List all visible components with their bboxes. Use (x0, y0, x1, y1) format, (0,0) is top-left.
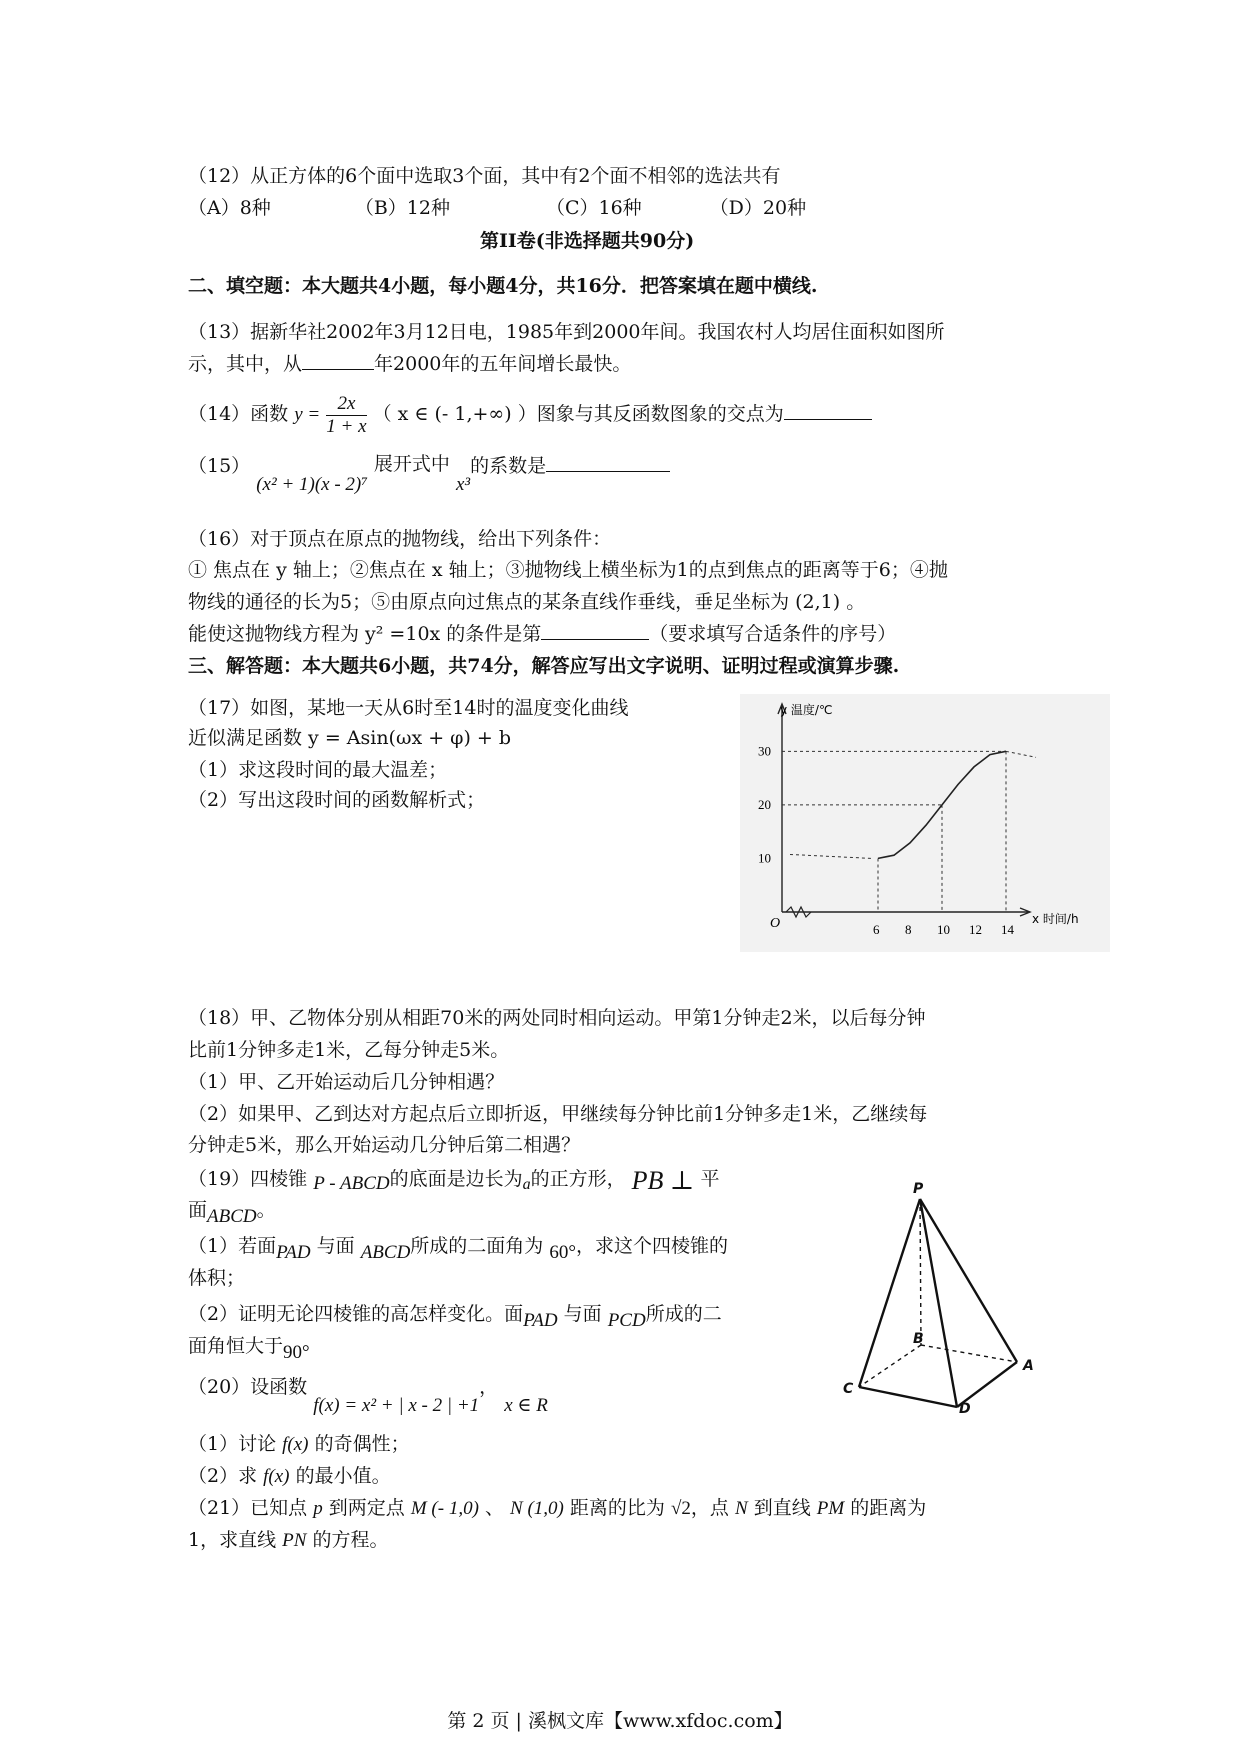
q15-line: （15） (x² + 1)(x - 2)⁷ 展开式中 x³的系数是 (188, 452, 670, 481)
q12-option-c: （C）16种 (545, 197, 642, 219)
edge-bc (859, 1345, 921, 1387)
y-tick-label-30: 30 (758, 743, 771, 759)
q16-answer-blank[interactable] (541, 621, 649, 640)
q19-sub1: （1）若面PAD 与面 ABCD所成的二面角为 60°，求这个四棱锥的 (188, 1235, 728, 1263)
x-tick-label-14: 14 (1001, 922, 1014, 937)
q19-sub1-cont: 体积； (188, 1267, 246, 1289)
q12-stem: （12）从正方体的6个面中选取3个面，其中有2个面不相邻的选法共有 (188, 165, 781, 187)
q20-sub2: （2）求 f(x) 的最小值。 (188, 1465, 391, 1487)
section-solve-heading: 三、解答题：本大题共6小题，共74分，解答应写出文字说明、证明过程或演算步骤. (188, 655, 900, 677)
q17-sub1: （1）求这段时间的最大温差； (188, 759, 448, 781)
q19-sub2: （2）证明无论四棱锥的高怎样变化。面PAD 与面 PCD所成的二 (188, 1303, 722, 1331)
chart-y-axis-label: y 温度/℃ (780, 703, 833, 717)
vertex-d: D (959, 1401, 971, 1415)
q21-line2: 1，求直线 PN 的方程。 (188, 1529, 389, 1551)
q19-line2: 面ABCD。 (188, 1199, 276, 1227)
q14-fraction: $\frac{2x}{1 + x}$ (326, 392, 367, 437)
q13-line1: （13）据新华社2002年3月12日电，1985年到2000年间。我国农村人均居住面积如图所 (188, 321, 945, 343)
q13-line2: 示，其中，从 年2000年的五年间增长最快。 (188, 353, 632, 375)
q19-sub2-cont: 面角恒大于90° (188, 1335, 310, 1363)
q18-sub2a: （2）如果甲、乙到达对方起点后立即折返，甲继续每分钟比前1分钟多走1米，乙继续每 (188, 1103, 928, 1125)
q13-answer-blank[interactable] (302, 351, 374, 370)
q14-line: （14）函数 y = $\frac{2x}{1 + x}$ （ x ∈ (- 1,+∞) ）图象与其反函数图象的交点为 (188, 386, 872, 443)
temperature-chart (740, 694, 1110, 952)
vertex-c: C (843, 1381, 854, 1397)
q17-line1: （17）如图，某地一天从6时至14时的温度变化曲线 (188, 697, 629, 719)
x-tick-label-8: 8 (905, 922, 912, 937)
vertex-a: A (1023, 1358, 1034, 1374)
y-tick-label-10: 10 (758, 850, 771, 866)
q17-sub2: （2）写出这段时间的函数解析式； (188, 789, 486, 811)
q12-option-d: （D）20种 (709, 197, 807, 219)
chart-x-axis-label: x 时间/h (1032, 912, 1079, 926)
q20-line: （20）设函数 f(x) = x² + | x - 2 | +1， x ∈ R (188, 1376, 548, 1416)
x-tick-label-6: 6 (873, 922, 880, 937)
q16-line2: ① 焦点在 y 轴上；②焦点在 x 轴上；③抛物线上横坐标为1的点到焦点的距离等于6；④抛 (188, 559, 948, 581)
vertex-b: B (913, 1331, 924, 1347)
q18-line1: （18）甲、乙物体分别从相距70米的两处同时相向运动。甲第1分钟走2米，以后每分钟 (188, 1007, 926, 1029)
q18-sub1: （1）甲、乙开始运动后几分钟相遇？ (188, 1071, 505, 1093)
q19-line1: （19）四棱锥 P - ABCD的底面是边长为$_a$的正方形， PB ⊥ 平 (188, 1166, 720, 1195)
q18-line2: 比前1分钟多走1米，乙每分钟走5米。 (188, 1039, 510, 1061)
q16-line4: 能使这抛物线方程为 y² =10x 的条件是第 （要求填写合适条件的序号） (188, 623, 897, 645)
x-tick-label-10: 10 (937, 922, 950, 937)
q20-sub1: （1）讨论 f(x) 的奇偶性； (188, 1433, 410, 1455)
pyramid-figure (835, 1175, 1035, 1415)
q21-line1: （21）已知点 p 到两定点 M (- 1,0) 、 N (1,0) 距离的比为 √2，点 N 到直线 PM 的距离为 (188, 1497, 927, 1519)
q17-line2: 近似满足函数 y = Asin(ωx + φ) + b (188, 727, 512, 749)
section2-title: 第II卷(非选择题共90分) (480, 230, 695, 252)
q18-sub2b: 分钟走5米，那么开始运动几分钟后第二相遇？ (188, 1134, 581, 1156)
q16-line1: （16）对于顶点在原点的抛物线，给出下列条件： (188, 528, 612, 550)
edge-cd (859, 1387, 957, 1407)
section-fill-heading: 二、填空题：本大题共4小题，每小题4分，共16分．把答案填在题中横线. (188, 275, 818, 297)
edge-pc (859, 1199, 920, 1387)
page-footer: 第 2 页 | 溪枫文库【www.xfdoc.com】 (447, 1710, 793, 1732)
edge-pb (920, 1199, 921, 1345)
q12-option-b: （B）12种 (354, 197, 450, 219)
x-tick-label-12: 12 (969, 922, 982, 937)
q14-answer-blank[interactable] (784, 401, 872, 420)
q12-options (188, 194, 806, 222)
q12-option-a: （A）8种 (188, 197, 271, 219)
chart-origin-label: O (770, 916, 781, 931)
edge-ba (921, 1345, 1017, 1362)
vertex-p: P (913, 1181, 924, 1197)
q15-answer-blank[interactable] (546, 453, 670, 472)
q16-line3: 物线的通径的长为5；⑤由原点向过焦点的某条直线作垂线，垂足坐标为 (2,1) 。 (188, 591, 866, 613)
y-tick-label-20: 20 (758, 796, 771, 812)
